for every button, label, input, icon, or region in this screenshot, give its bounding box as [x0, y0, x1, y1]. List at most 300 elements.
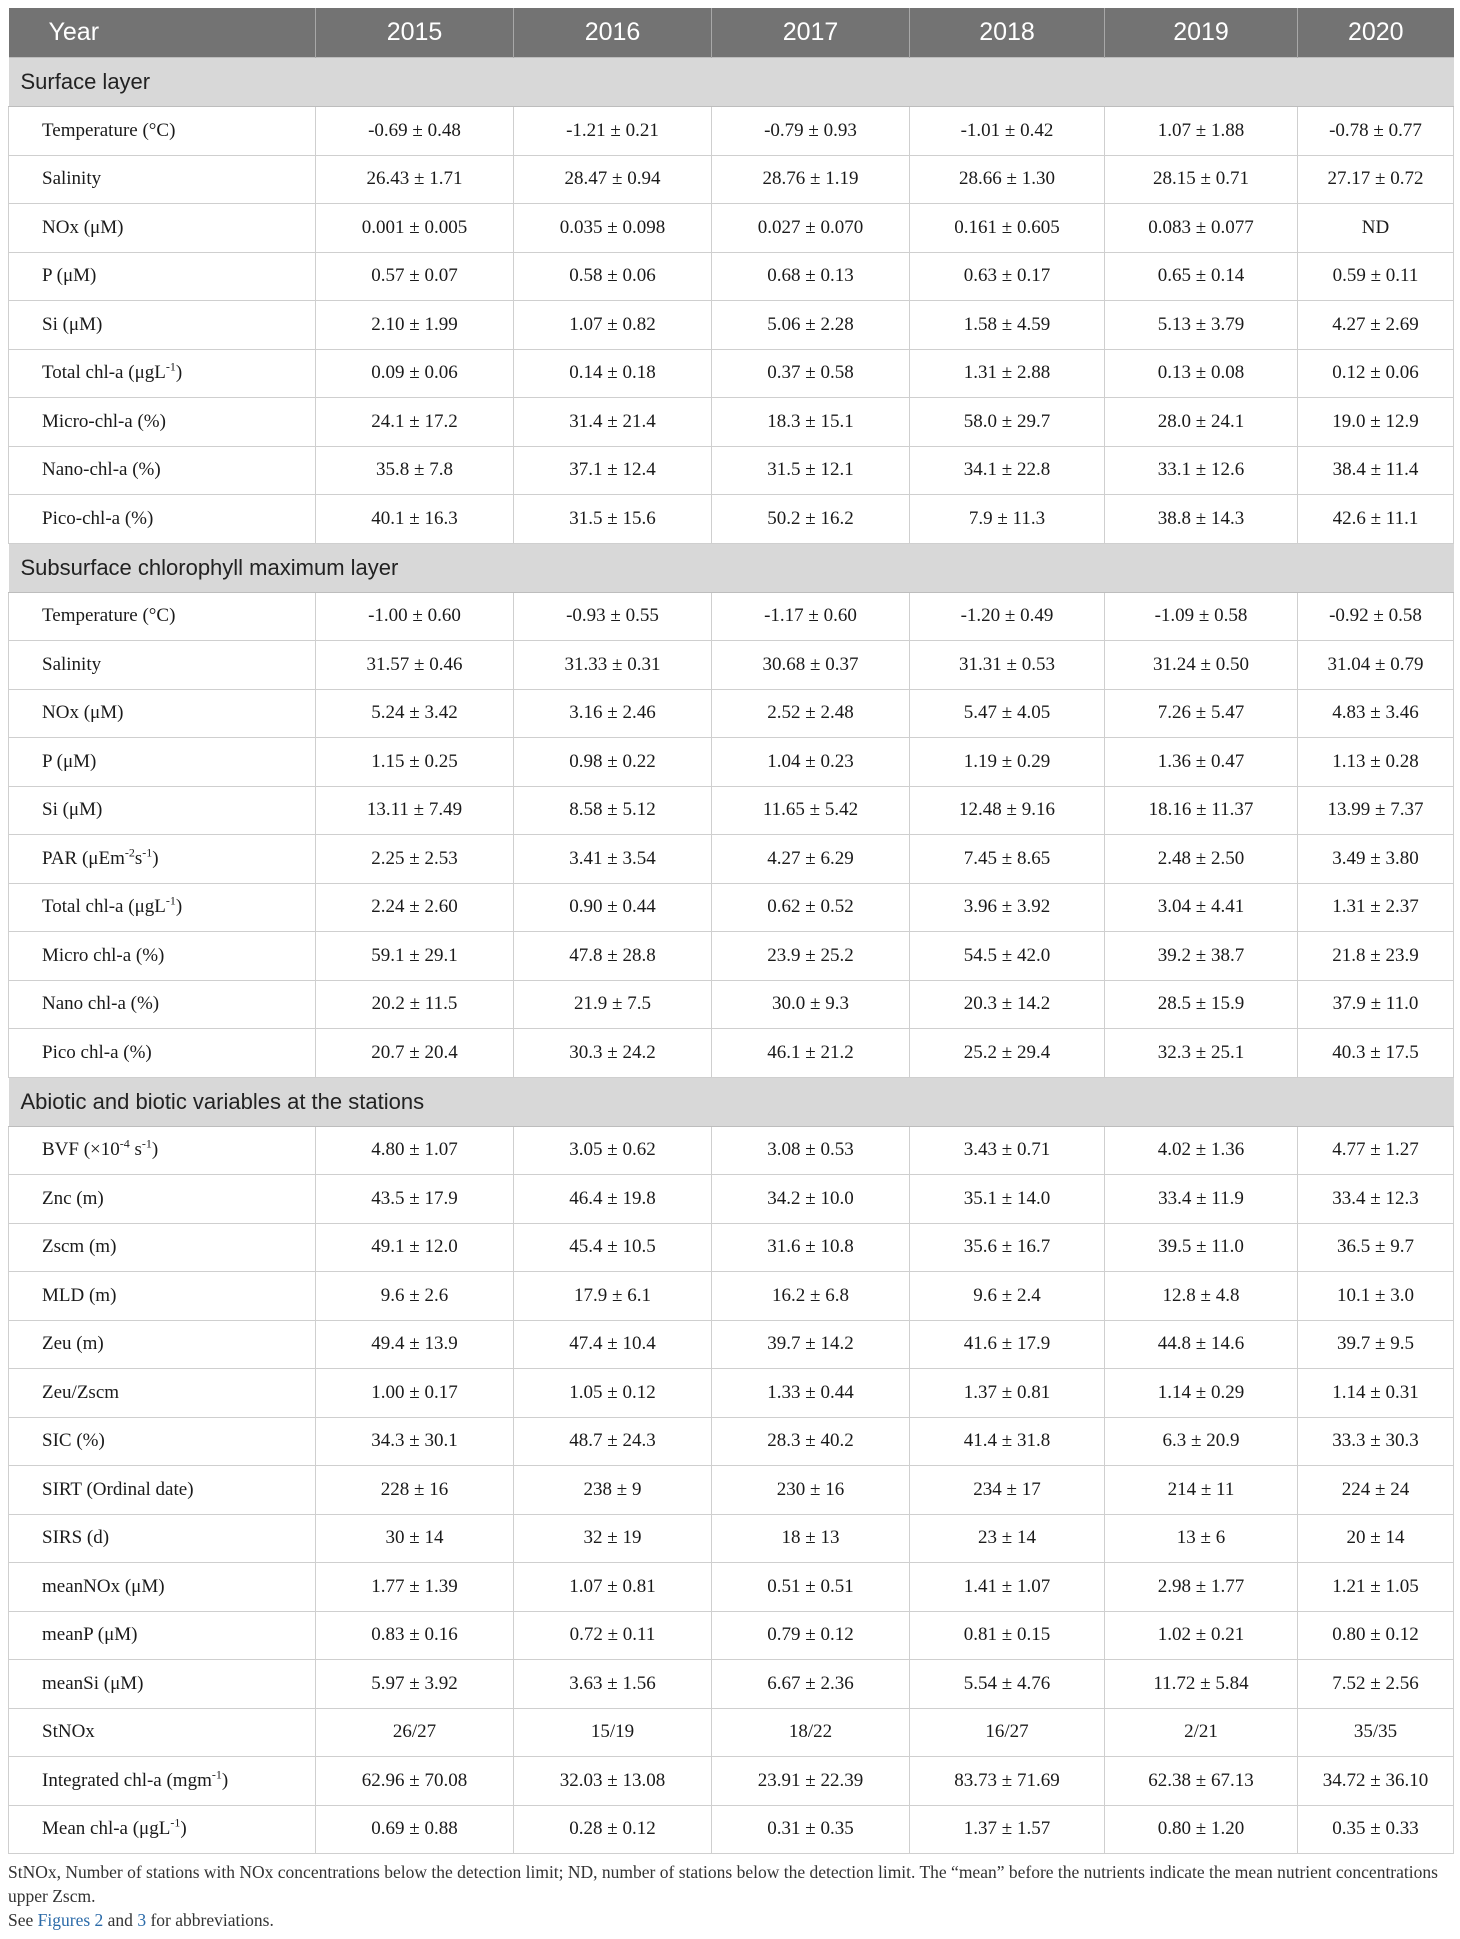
row-label: [9, 883, 316, 932]
table-row: [9, 1029, 1454, 1078]
value-cell-2015: 0.57 ± 0.07: [316, 252, 514, 301]
value-cell-2019: 2.98 ± 1.77: [1105, 1563, 1298, 1612]
value-cell-2015: 34.3 ± 30.1: [316, 1417, 514, 1466]
value-cell-2017: 0.027 ± 0.070: [712, 204, 910, 253]
value-cell-2015: 0.69 ± 0.88: [316, 1805, 514, 1854]
value-cell-2018: 7.9 ± 11.3: [910, 495, 1105, 544]
value-cell-2019: 0.80 ± 1.20: [1105, 1805, 1298, 1854]
row-label-label: meanNOx (μM): [42, 1575, 165, 1597]
value-cell-2017: 23.91 ± 22.39: [712, 1757, 910, 1806]
value-cell-2015: 13.11 ± 7.49: [316, 786, 514, 835]
value-cell-2017: 0.31 ± 0.35: [712, 1805, 910, 1854]
value-cell-2016: 3.05 ± 0.62: [514, 1126, 712, 1175]
row-label: [9, 349, 316, 398]
value-cell-2015: -1.00 ± 0.60: [316, 592, 514, 641]
value-cell-2018: 5.54 ± 4.76: [910, 1660, 1105, 1709]
value-cell-2015: 5.24 ± 3.42: [316, 689, 514, 738]
table-row: [9, 641, 1454, 690]
value-cell-2019: 5.13 ± 3.79: [1105, 301, 1298, 350]
value-cell-2019: 2.48 ± 2.50: [1105, 835, 1298, 884]
value-cell-2015: 228 ± 16: [316, 1466, 514, 1515]
value-cell-2017: 18 ± 13: [712, 1514, 910, 1563]
value-cell-2018: 31.31 ± 0.53: [910, 641, 1105, 690]
value-cell-2018: 35.1 ± 14.0: [910, 1175, 1105, 1224]
value-cell-2018: 1.37 ± 1.57: [910, 1805, 1105, 1854]
value-cell-2016: 1.07 ± 0.82: [514, 301, 712, 350]
value-cell-2017: 0.79 ± 0.12: [712, 1611, 910, 1660]
value-cell-2020: 0.80 ± 0.12: [1298, 1611, 1454, 1660]
table-row: [9, 1563, 1454, 1612]
row-label-sup: -1: [165, 359, 176, 374]
value-cell-2016: 3.41 ± 3.54: [514, 835, 712, 884]
table-row: [9, 932, 1454, 981]
value-cell-2018: 41.4 ± 31.8: [910, 1417, 1105, 1466]
value-cell-2015: 1.00 ± 0.17: [316, 1369, 514, 1418]
value-cell-2019: 28.5 ± 15.9: [1105, 980, 1298, 1029]
value-cell-2018: 54.5 ± 42.0: [910, 932, 1105, 981]
header-cell-2017: 2017: [712, 8, 910, 58]
row-label-label: Micro chl-a (%): [42, 944, 165, 966]
value-cell-2016: 1.05 ± 0.12: [514, 1369, 712, 1418]
value-cell-2015: 49.4 ± 13.9: [316, 1320, 514, 1369]
row-label: [9, 107, 316, 156]
row-label: [9, 689, 316, 738]
value-cell-2015: 2.24 ± 2.60: [316, 883, 514, 932]
value-cell-2018: 1.58 ± 4.59: [910, 301, 1105, 350]
footnote-and: and: [103, 1910, 138, 1930]
value-cell-2016: 8.58 ± 5.12: [514, 786, 712, 835]
value-cell-2020: 1.31 ± 2.37: [1298, 883, 1454, 932]
footnote-line: StNOx, Number of stations with NOx concentrations below the detection limit; ND, number of stations below the detection limit. The “mean” before the nutrients indicate the mean nutrient concentrations upper Zscm.: [8, 1862, 1438, 1906]
row-label: [9, 1029, 316, 1078]
row-label: [9, 1466, 316, 1515]
row-label: [9, 1805, 316, 1854]
value-cell-2017: 0.68 ± 0.13: [712, 252, 910, 301]
row-label-label: Nano chl-a (%): [42, 993, 160, 1015]
value-cell-2015: 4.80 ± 1.07: [316, 1126, 514, 1175]
footnote-see: See: [8, 1910, 38, 1930]
row-label-after: ): [180, 1818, 187, 1840]
value-cell-2016: 32 ± 19: [514, 1514, 712, 1563]
value-cell-2020: 7.52 ± 2.56: [1298, 1660, 1454, 1709]
value-cell-2017: 28.76 ± 1.19: [712, 155, 910, 204]
value-cell-2020: -0.92 ± 0.58: [1298, 592, 1454, 641]
value-cell-2017: -1.17 ± 0.60: [712, 592, 910, 641]
value-cell-2016: 31.33 ± 0.31: [514, 641, 712, 690]
row-label: [9, 1563, 316, 1612]
row-label-label: Integrated chl-a (mgm: [42, 1769, 212, 1791]
value-cell-2017: 2.52 ± 2.48: [712, 689, 910, 738]
value-cell-2015: 24.1 ± 17.2: [316, 398, 514, 447]
value-cell-2019: 6.3 ± 20.9: [1105, 1417, 1298, 1466]
value-cell-2017: 31.5 ± 12.1: [712, 446, 910, 495]
value-cell-2020: 4.83 ± 3.46: [1298, 689, 1454, 738]
value-cell-2019: 28.15 ± 0.71: [1105, 155, 1298, 204]
value-cell-2018: 41.6 ± 17.9: [910, 1320, 1105, 1369]
value-cell-2016: 45.4 ± 10.5: [514, 1223, 712, 1272]
value-cell-2016: 47.8 ± 28.8: [514, 932, 712, 981]
value-cell-2015: 30 ± 14: [316, 1514, 514, 1563]
value-cell-2017: 30.68 ± 0.37: [712, 641, 910, 690]
row-label-label: PAR (μEm: [42, 847, 125, 869]
value-cell-2020: 20 ± 14: [1298, 1514, 1454, 1563]
value-cell-2017: 18/22: [712, 1708, 910, 1757]
value-cell-2016: -0.93 ± 0.55: [514, 592, 712, 641]
value-cell-2018: 234 ± 17: [910, 1466, 1105, 1515]
value-cell-2018: 83.73 ± 71.69: [910, 1757, 1105, 1806]
value-cell-2017: 50.2 ± 16.2: [712, 495, 910, 544]
value-cell-2018: 58.0 ± 29.7: [910, 398, 1105, 447]
value-cell-2017: 3.08 ± 0.53: [712, 1126, 910, 1175]
section-header-row: [9, 58, 1454, 107]
value-cell-2016: -1.21 ± 0.21: [514, 107, 712, 156]
table-row: [9, 398, 1454, 447]
value-cell-2015: -0.69 ± 0.48: [316, 107, 514, 156]
value-cell-2015: 20.7 ± 20.4: [316, 1029, 514, 1078]
table-row: [9, 1757, 1454, 1806]
section-header-row: [9, 543, 1454, 592]
row-label-label: NOx (μM): [42, 702, 124, 724]
row-label: [9, 932, 316, 981]
value-cell-2019: 1.36 ± 0.47: [1105, 738, 1298, 787]
row-label: [9, 1708, 316, 1757]
value-cell-2020: 33.3 ± 30.3: [1298, 1417, 1454, 1466]
value-cell-2015: 2.10 ± 1.99: [316, 301, 514, 350]
value-cell-2017: 0.37 ± 0.58: [712, 349, 910, 398]
value-cell-2017: 6.67 ± 2.36: [712, 1660, 910, 1709]
value-cell-2019: 1.07 ± 1.88: [1105, 107, 1298, 156]
row-label-label: Salinity: [42, 168, 102, 190]
row-label-label: StNOx: [42, 1721, 95, 1743]
row-label-label: Salinity: [42, 653, 102, 675]
value-cell-2020: 38.4 ± 11.4: [1298, 446, 1454, 495]
table-row: [9, 107, 1454, 156]
value-cell-2015: 20.2 ± 11.5: [316, 980, 514, 1029]
value-cell-2019: 13 ± 6: [1105, 1514, 1298, 1563]
value-cell-2016: 37.1 ± 12.4: [514, 446, 712, 495]
row-label: [9, 980, 316, 1029]
row-label: [9, 495, 316, 544]
row-label-label: Total chl-a (μgL: [42, 896, 166, 918]
table-row: [9, 1466, 1454, 1515]
value-cell-2018: 25.2 ± 29.4: [910, 1029, 1105, 1078]
table-row: [9, 252, 1454, 301]
table-row: [9, 738, 1454, 787]
value-cell-2019: 28.0 ± 24.1: [1105, 398, 1298, 447]
section-title: Abiotic and biotic variables at the stations: [9, 1077, 1454, 1126]
row-label-label: meanSi (μM): [42, 1672, 144, 1694]
value-cell-2017: 30.0 ± 9.3: [712, 980, 910, 1029]
row-label-label: Nano-chl-a (%): [42, 459, 161, 481]
value-cell-2017: 28.3 ± 40.2: [712, 1417, 910, 1466]
value-cell-2018: 35.6 ± 16.7: [910, 1223, 1105, 1272]
row-label-label: Pico chl-a (%): [42, 1041, 152, 1063]
value-cell-2019: 2/21: [1105, 1708, 1298, 1757]
value-cell-2016: 238 ± 9: [514, 1466, 712, 1515]
row-label-label: Micro-chl-a (%): [42, 410, 166, 432]
value-cell-2019: 18.16 ± 11.37: [1105, 786, 1298, 835]
header-cell-year: Year: [9, 8, 316, 58]
value-cell-2015: 0.83 ± 0.16: [316, 1611, 514, 1660]
value-cell-2017: 1.33 ± 0.44: [712, 1369, 910, 1418]
row-label-after: ): [175, 896, 183, 918]
table-row: [9, 1320, 1454, 1369]
value-cell-2018: 5.47 ± 4.05: [910, 689, 1105, 738]
table-row: [9, 1175, 1454, 1224]
value-cell-2017: 11.65 ± 5.42: [712, 786, 910, 835]
header-cell-2020: 2020: [1298, 8, 1454, 58]
row-label: [9, 1175, 316, 1224]
table-row: [9, 1369, 1454, 1418]
table-row: [9, 1611, 1454, 1660]
value-cell-2016: 0.90 ± 0.44: [514, 883, 712, 932]
table-row: [9, 446, 1454, 495]
table-row: [9, 1272, 1454, 1321]
value-cell-2019: 39.5 ± 11.0: [1105, 1223, 1298, 1272]
value-cell-2017: 31.6 ± 10.8: [712, 1223, 910, 1272]
value-cell-2020: ND: [1298, 204, 1454, 253]
document: [8, 8, 1453, 1932]
value-cell-2018: 3.96 ± 3.92: [910, 883, 1105, 932]
table-row: [9, 883, 1454, 932]
section-title: Surface layer: [9, 58, 1454, 107]
value-cell-2019: 214 ± 11: [1105, 1466, 1298, 1515]
table-footnote: [8, 1860, 1453, 1932]
row-label-label: Temperature (°C): [42, 605, 176, 627]
value-cell-2015: 31.57 ± 0.46: [316, 641, 514, 690]
row-label: [9, 1611, 316, 1660]
value-cell-2020: 224 ± 24: [1298, 1466, 1454, 1515]
value-cell-2020: 0.35 ± 0.33: [1298, 1805, 1454, 1854]
value-cell-2018: 1.37 ± 0.81: [910, 1369, 1105, 1418]
value-cell-2019: 31.24 ± 0.50: [1105, 641, 1298, 690]
value-cell-2020: 1.14 ± 0.31: [1298, 1369, 1454, 1418]
value-cell-2020: 13.99 ± 7.37: [1298, 786, 1454, 835]
value-cell-2015: 40.1 ± 16.3: [316, 495, 514, 544]
value-cell-2017: 5.06 ± 2.28: [712, 301, 910, 350]
figure-2-link[interactable]: Figures 2: [37, 1910, 104, 1930]
value-cell-2020: 4.77 ± 1.27: [1298, 1126, 1454, 1175]
value-cell-2019: 0.65 ± 0.14: [1105, 252, 1298, 301]
row-label-mid: s: [134, 847, 143, 869]
value-cell-2020: 31.04 ± 0.79: [1298, 641, 1454, 690]
row-label-after: ): [175, 362, 183, 384]
row-label-label: Znc (m): [42, 1187, 104, 1209]
table-row: [9, 495, 1454, 544]
row-label-label: meanP (μM): [42, 1624, 138, 1646]
table-row: [9, 786, 1454, 835]
value-cell-2016: 31.4 ± 21.4: [514, 398, 712, 447]
value-cell-2017: 18.3 ± 15.1: [712, 398, 910, 447]
value-cell-2017: 23.9 ± 25.2: [712, 932, 910, 981]
value-cell-2018: 1.41 ± 1.07: [910, 1563, 1105, 1612]
value-cell-2017: 4.27 ± 6.29: [712, 835, 910, 884]
value-cell-2016: 15/19: [514, 1708, 712, 1757]
value-cell-2019: 0.083 ± 0.077: [1105, 204, 1298, 253]
row-label-label: SIC (%): [42, 1430, 105, 1452]
row-label: [9, 204, 316, 253]
value-cell-2017: 0.51 ± 0.51: [712, 1563, 910, 1612]
row-label: [9, 155, 316, 204]
row-label-label: Zscm (m): [42, 1236, 117, 1258]
value-cell-2017: 34.2 ± 10.0: [712, 1175, 910, 1224]
header-row: [9, 8, 1454, 58]
value-cell-2020: 1.21 ± 1.05: [1298, 1563, 1454, 1612]
value-cell-2015: 2.25 ± 2.53: [316, 835, 514, 884]
value-cell-2016: 48.7 ± 24.3: [514, 1417, 712, 1466]
table-row: [9, 1223, 1454, 1272]
value-cell-2015: 49.1 ± 12.0: [316, 1223, 514, 1272]
value-cell-2018: -1.20 ± 0.49: [910, 592, 1105, 641]
row-label-label: Zeu/Zscm: [42, 1381, 120, 1403]
value-cell-2017: -0.79 ± 0.93: [712, 107, 910, 156]
table-row: [9, 1660, 1454, 1709]
value-cell-2018: 34.1 ± 22.8: [910, 446, 1105, 495]
value-cell-2019: 12.8 ± 4.8: [1105, 1272, 1298, 1321]
row-label-after: ): [152, 847, 159, 869]
value-cell-2019: 39.2 ± 38.7: [1105, 932, 1298, 981]
value-cell-2018: 20.3 ± 14.2: [910, 980, 1105, 1029]
value-cell-2020: 36.5 ± 9.7: [1298, 1223, 1454, 1272]
value-cell-2016: 32.03 ± 13.08: [514, 1757, 712, 1806]
value-cell-2018: 7.45 ± 8.65: [910, 835, 1105, 884]
figure-3-link[interactable]: 3: [137, 1910, 147, 1930]
row-label-label: P (μM): [42, 265, 97, 287]
value-cell-2019: 1.02 ± 0.21: [1105, 1611, 1298, 1660]
value-cell-2019: 44.8 ± 14.6: [1105, 1320, 1298, 1369]
value-cell-2018: 28.66 ± 1.30: [910, 155, 1105, 204]
value-cell-2017: 39.7 ± 14.2: [712, 1320, 910, 1369]
value-cell-2018: 0.161 ± 0.605: [910, 204, 1105, 253]
row-label-label: Mean chl-a (μgL: [42, 1818, 171, 1840]
value-cell-2017: 16.2 ± 6.8: [712, 1272, 910, 1321]
value-cell-2016: 3.63 ± 1.56: [514, 1660, 712, 1709]
row-label: [9, 641, 316, 690]
row-label: [9, 1126, 316, 1175]
value-cell-2016: 30.3 ± 24.2: [514, 1029, 712, 1078]
row-label: [9, 1320, 316, 1369]
table-row: [9, 1417, 1454, 1466]
row-label-label: BVF (×10: [42, 1139, 120, 1161]
value-cell-2020: 4.27 ± 2.69: [1298, 301, 1454, 350]
value-cell-2016: 3.16 ± 2.46: [514, 689, 712, 738]
table-row: [9, 592, 1454, 641]
value-cell-2019: 1.14 ± 0.29: [1105, 1369, 1298, 1418]
row-label-sup2: -1: [142, 845, 153, 860]
row-label: [9, 1514, 316, 1563]
value-cell-2015: 26.43 ± 1.71: [316, 155, 514, 204]
value-cell-2015: 0.001 ± 0.005: [316, 204, 514, 253]
row-label-label: Temperature (°C): [42, 119, 176, 141]
value-cell-2016: 0.28 ± 0.12: [514, 1805, 712, 1854]
value-cell-2016: 17.9 ± 6.1: [514, 1272, 712, 1321]
table-row: [9, 301, 1454, 350]
value-cell-2020: -0.78 ± 0.77: [1298, 107, 1454, 156]
row-label: [9, 1660, 316, 1709]
table-row: [9, 689, 1454, 738]
footnote-see-line: [8, 1908, 1453, 1932]
row-label-after: ): [151, 1139, 159, 1161]
value-cell-2020: 34.72 ± 36.10: [1298, 1757, 1454, 1806]
row-label-label: MLD (m): [42, 1284, 117, 1306]
value-cell-2019: 32.3 ± 25.1: [1105, 1029, 1298, 1078]
header-cell-2018: 2018: [910, 8, 1105, 58]
value-cell-2015: 62.96 ± 70.08: [316, 1757, 514, 1806]
value-cell-2020: 40.3 ± 17.5: [1298, 1029, 1454, 1078]
table-row: [9, 349, 1454, 398]
value-cell-2019: 11.72 ± 5.84: [1105, 1660, 1298, 1709]
section-header-row: [9, 1077, 1454, 1126]
value-cell-2016: 47.4 ± 10.4: [514, 1320, 712, 1369]
row-label: [9, 738, 316, 787]
value-cell-2018: 3.43 ± 0.71: [910, 1126, 1105, 1175]
value-cell-2015: 0.09 ± 0.06: [316, 349, 514, 398]
data-table: [8, 8, 1454, 1854]
header-cell-2016: 2016: [514, 8, 712, 58]
value-cell-2019: 33.1 ± 12.6: [1105, 446, 1298, 495]
row-label-label: SIRS (d): [42, 1527, 110, 1549]
table-row: [9, 1805, 1454, 1854]
value-cell-2016: 21.9 ± 7.5: [514, 980, 712, 1029]
row-label: [9, 1369, 316, 1418]
value-cell-2015: 1.77 ± 1.39: [316, 1563, 514, 1612]
row-label-label: Pico-chl-a (%): [42, 507, 154, 529]
value-cell-2018: 0.63 ± 0.17: [910, 252, 1105, 301]
value-cell-2020: 33.4 ± 12.3: [1298, 1175, 1454, 1224]
table-row: [9, 835, 1454, 884]
row-label-sup: -1: [170, 1815, 181, 1830]
row-label-mid: s: [129, 1139, 142, 1161]
value-cell-2020: 37.9 ± 11.0: [1298, 980, 1454, 1029]
value-cell-2016: 0.14 ± 0.18: [514, 349, 712, 398]
value-cell-2015: 9.6 ± 2.6: [316, 1272, 514, 1321]
value-cell-2017: 46.1 ± 21.2: [712, 1029, 910, 1078]
value-cell-2016: 0.035 ± 0.098: [514, 204, 712, 253]
row-label-label: NOx (μM): [42, 216, 124, 238]
value-cell-2019: 62.38 ± 67.13: [1105, 1757, 1298, 1806]
value-cell-2016: 0.58 ± 0.06: [514, 252, 712, 301]
value-cell-2018: 9.6 ± 2.4: [910, 1272, 1105, 1321]
value-cell-2018: 12.48 ± 9.16: [910, 786, 1105, 835]
row-label-sup: -1: [211, 1767, 222, 1782]
row-label: [9, 252, 316, 301]
value-cell-2015: 35.8 ± 7.8: [316, 446, 514, 495]
value-cell-2019: 0.13 ± 0.08: [1105, 349, 1298, 398]
row-label-sup: -4: [119, 1136, 130, 1151]
row-label-after: ): [221, 1769, 229, 1791]
row-label-sup: -2: [124, 845, 135, 860]
header-cell-2015: 2015: [316, 8, 514, 58]
row-label: [9, 1272, 316, 1321]
value-cell-2019: 4.02 ± 1.36: [1105, 1126, 1298, 1175]
table-row: [9, 1708, 1454, 1757]
value-cell-2016: 0.98 ± 0.22: [514, 738, 712, 787]
value-cell-2018: 1.31 ± 2.88: [910, 349, 1105, 398]
value-cell-2016: 31.5 ± 15.6: [514, 495, 712, 544]
value-cell-2018: -1.01 ± 0.42: [910, 107, 1105, 156]
value-cell-2020: 0.12 ± 0.06: [1298, 349, 1454, 398]
value-cell-2015: 59.1 ± 29.1: [316, 932, 514, 981]
value-cell-2020: 1.13 ± 0.28: [1298, 738, 1454, 787]
table-row: [9, 980, 1454, 1029]
value-cell-2015: 26/27: [316, 1708, 514, 1757]
value-cell-2017: 0.62 ± 0.52: [712, 883, 910, 932]
row-label-sup: -1: [165, 893, 176, 908]
value-cell-2019: -1.09 ± 0.58: [1105, 592, 1298, 641]
row-label-label: Si (μM): [42, 799, 103, 821]
value-cell-2020: 0.59 ± 0.11: [1298, 252, 1454, 301]
row-label-sup2: -1: [141, 1136, 152, 1151]
